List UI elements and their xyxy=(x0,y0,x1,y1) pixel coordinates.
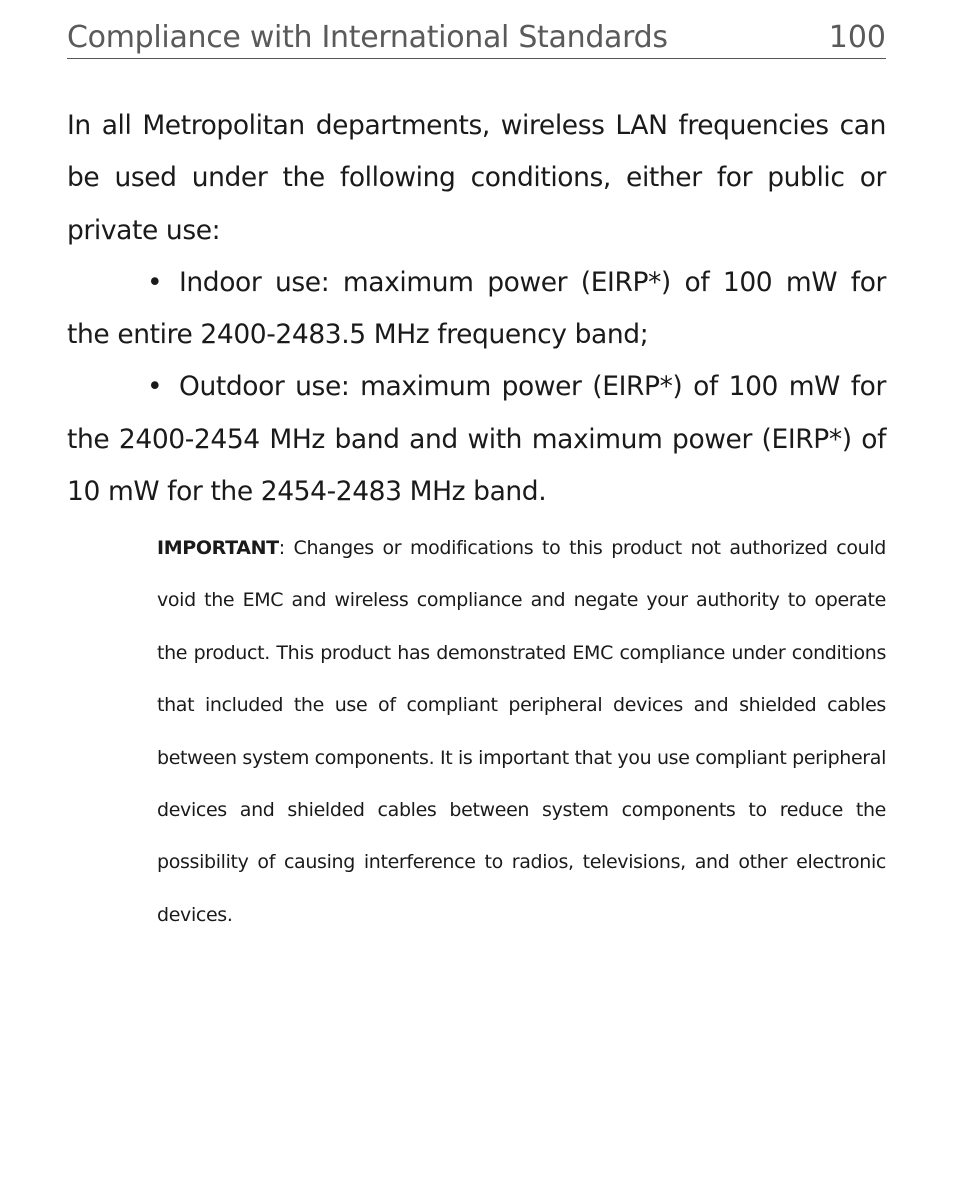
bullet-item-outdoor xyxy=(67,361,886,518)
bullet-icon: • xyxy=(147,371,163,403)
intro-paragraph: In all Metropolitan departments, wireless LAN frequencies can be used under the following conditions, either for public or private use: xyxy=(67,110,886,246)
bullet-icon: • xyxy=(147,266,163,298)
bullet-text: Outdoor use: maximum power (EIRP*) of 100 mW for the 2400-2454 MHz band and with maximum power (EIRP*) of 10 mW for the 2454-2483 MHz band. xyxy=(67,371,886,508)
page-header xyxy=(67,18,886,59)
important-notice xyxy=(157,522,886,941)
page-number: 100 xyxy=(828,20,886,55)
body-section xyxy=(67,100,886,518)
important-text: : Changes or modifications to this product not authorized could void the EMC and wireless compliance and negate your authority to operate the product. This product has demonstrated EMC compliance under conditions that included the use of compliant peripheral devices and shielded cables between system components. It is important that you use compliant peripheral devices and shielded cables between system components to reduce the possibility of causing interference to radios, televisions, and other electronic devices. xyxy=(157,537,886,926)
page-title: Compliance with International Standards xyxy=(67,20,668,55)
bullet-item-indoor xyxy=(67,257,886,362)
important-label: IMPORTANT xyxy=(157,537,279,559)
bullet-text: Indoor use: maximum power (EIRP*) of 100 mW for the entire 2400-2483.5 MHz frequency band; xyxy=(67,266,886,351)
